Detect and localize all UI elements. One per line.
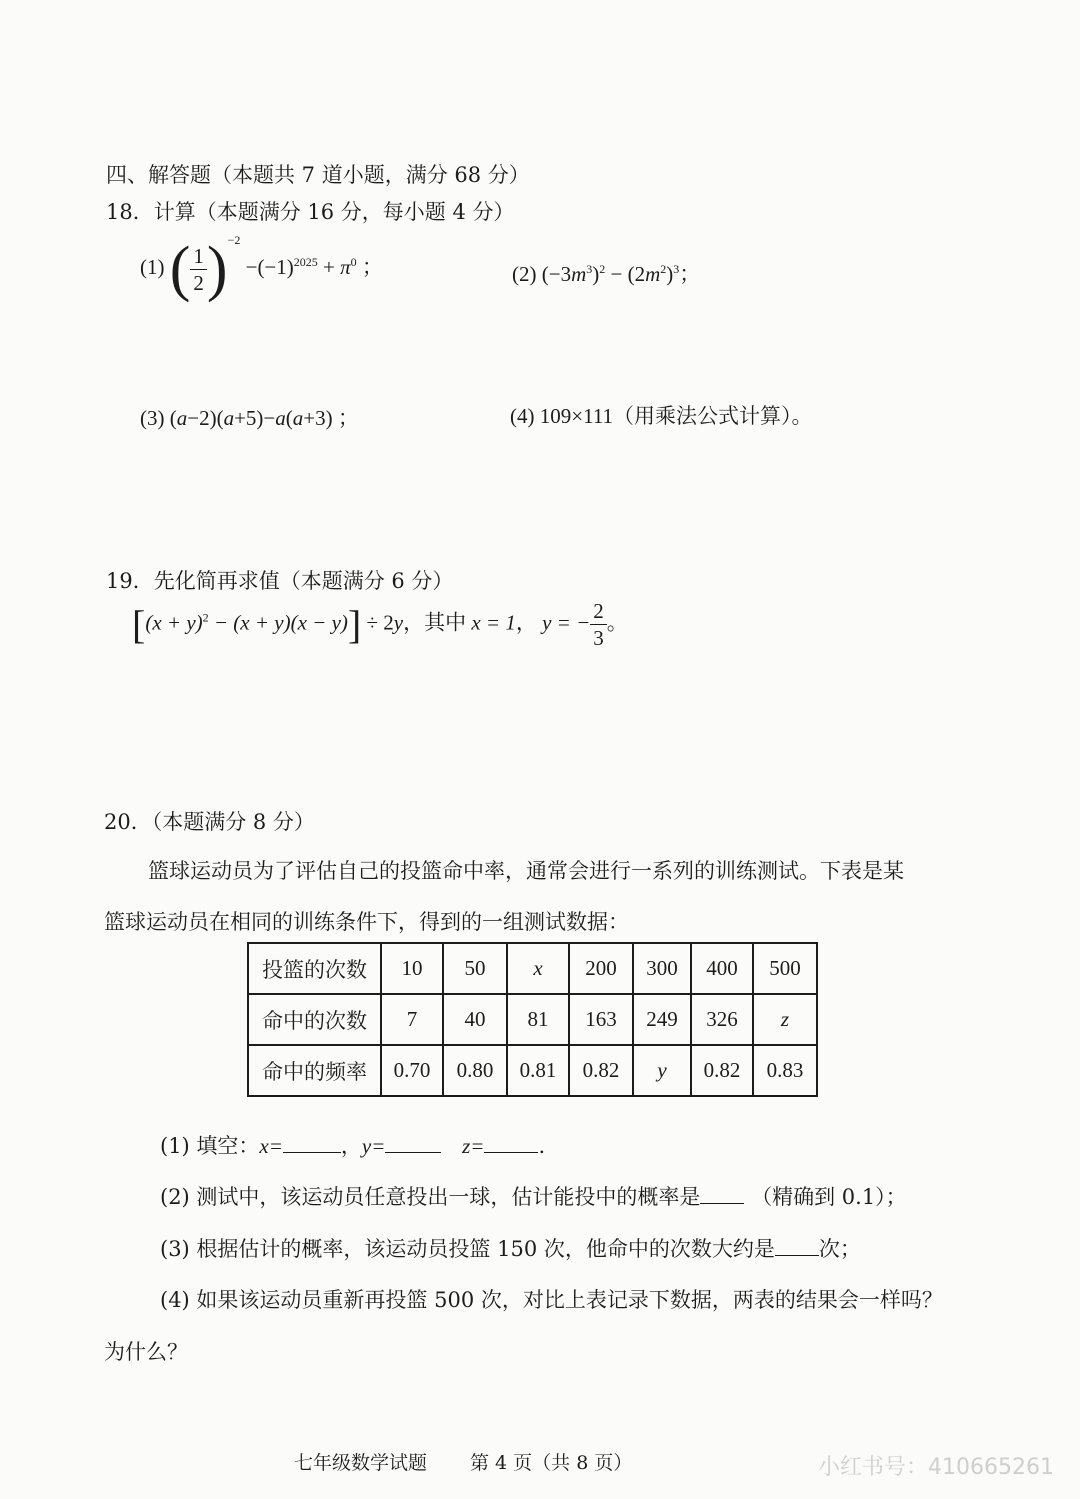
- var-a: a: [292, 406, 304, 430]
- sub2-note: （精确到 0.1）；: [751, 1185, 907, 1209]
- exp-square: 2: [202, 610, 209, 625]
- expr: (: [169, 406, 177, 430]
- expr-product: − (x + y)(x − y): [208, 610, 348, 635]
- z-label: z=: [462, 1134, 485, 1158]
- q20-paragraph-line2: 篮球运动员在相同的训练条件下，得到的一组测试数据：: [104, 910, 629, 934]
- x-label: x=: [259, 1134, 283, 1158]
- q18-p4-expr: 109×111: [539, 404, 614, 428]
- comma: ，: [340, 1134, 362, 1158]
- expr: +3): [303, 406, 333, 430]
- z-answer-blank[interactable]: [484, 1134, 538, 1153]
- q19-title: 19．先化简再求值（本题满分 6 分）: [106, 569, 454, 593]
- x-value: x = 1: [471, 610, 516, 635]
- table-cell: 7: [381, 994, 443, 1045]
- table-cell: 0.83: [753, 1045, 817, 1096]
- q18-title: 18．计算（本题满分 16 分，每小题 4 分）: [106, 200, 515, 224]
- minus-sign: −: [245, 254, 258, 279]
- left-bracket: [: [132, 602, 146, 647]
- q18-p1-fraction: [190, 243, 207, 296]
- q20-paragraph-line1: 篮球运动员为了评估自己的投篮命中率，通常会进行一系列的训练测试。下表是某: [148, 859, 904, 883]
- q19-end: 。: [606, 610, 628, 635]
- q20-sub4-line1: (4) 如果该运动员重新再投篮 500 次，对比上表记录下数据，两表的结果会一样吗？: [160, 1288, 943, 1312]
- q20-sub2: [160, 1181, 907, 1211]
- close-paren: ): [592, 262, 600, 286]
- divide-term: ÷ 2: [366, 610, 394, 635]
- table-cell: 81: [507, 994, 569, 1045]
- row-header: 命中的频率: [248, 1045, 381, 1096]
- table-cell: 163: [569, 994, 633, 1045]
- q20-sub3: [160, 1233, 861, 1263]
- q18-part1: [140, 232, 383, 303]
- fraction-numerator: 2: [590, 598, 607, 625]
- row-header: 命中的次数: [248, 994, 381, 1045]
- table-cell: 0.80: [443, 1045, 507, 1096]
- row-header: 投篮的次数: [248, 943, 381, 994]
- var-a: a: [223, 406, 235, 430]
- right-paren: ): [206, 235, 228, 303]
- left-paren: (: [169, 235, 191, 303]
- expr: +5)−: [234, 406, 276, 430]
- close-paren: ): [666, 262, 674, 286]
- table-cell: 200: [569, 943, 633, 994]
- q20-sub4-line2: 为什么？: [104, 1340, 188, 1364]
- q18-p3-label: (3): [140, 406, 165, 430]
- sub1-label: (1) 填空：: [160, 1134, 260, 1158]
- y-answer-blank[interactable]: [385, 1134, 441, 1153]
- y-value: y = −: [542, 610, 591, 635]
- q18-part3: [140, 402, 359, 432]
- exp: 3: [586, 262, 593, 276]
- var-m: m: [645, 262, 661, 286]
- var-y: y: [393, 610, 404, 635]
- table-cell: 0.81: [507, 1045, 569, 1096]
- q18-p2-end: ；: [679, 262, 701, 286]
- table-cell: y: [633, 1045, 691, 1096]
- table-cell: 249: [633, 994, 691, 1045]
- expr: −2)(: [187, 406, 224, 430]
- var-a: a: [275, 406, 286, 430]
- y-label: y=: [361, 1134, 386, 1158]
- sub3-text: (3) 根据估计的概率，该运动员投篮 150 次，他命中的次数大约是: [160, 1237, 775, 1261]
- q18-p1-label: (1): [140, 254, 165, 279]
- expr-xy: (x + y): [145, 610, 203, 635]
- footer-page-number: 第 4 页（共 8 页）: [470, 1452, 633, 1474]
- exponent-2025: 2025: [293, 254, 318, 269]
- sub1-end: .: [538, 1134, 546, 1158]
- table-cell: 400: [691, 943, 753, 994]
- neg-one: (−1): [257, 254, 294, 279]
- q19-fraction: [590, 598, 607, 651]
- var-m: m: [571, 262, 587, 286]
- section-heading: 四、解答题（本题共 7 道小题，满分 68 分）: [106, 163, 530, 187]
- comma: ，: [515, 610, 537, 635]
- table-cell: 50: [443, 943, 507, 994]
- q18-p3-end: ；: [337, 406, 359, 430]
- table-cell: 10: [381, 943, 443, 994]
- q18-p4-note: （用乘法公式计算）。: [613, 404, 813, 428]
- minus-sign: −: [610, 262, 623, 286]
- sub3-end: 次；: [818, 1237, 861, 1261]
- q18-p1-exponent: −2: [227, 232, 241, 247]
- fraction-denominator: 3: [593, 626, 604, 650]
- table-row: [248, 994, 817, 1045]
- sub2-text: (2) 测试中，该运动员任意投出一球，估计能投中的概率是: [160, 1185, 701, 1209]
- term-a: (−3: [541, 262, 572, 286]
- q20-sub1: [160, 1130, 545, 1160]
- table-cell: 0.82: [691, 1045, 753, 1096]
- q20-title: 20．（本题满分 8 分）: [104, 810, 315, 834]
- count-answer-blank[interactable]: [775, 1237, 819, 1256]
- q19-expression: [132, 598, 628, 651]
- footer-exam-title: 七年级数学试题: [294, 1452, 428, 1474]
- plus-sign: +: [323, 254, 335, 279]
- exponent-zero: 0: [350, 254, 357, 269]
- expr: (: [285, 406, 293, 430]
- table-row: [248, 943, 817, 994]
- fraction-denominator: 2: [193, 270, 204, 295]
- probability-answer-blank[interactable]: [700, 1185, 744, 1204]
- table-cell: 40: [443, 994, 507, 1045]
- table-cell: z: [753, 994, 817, 1045]
- term-b: (2: [627, 262, 646, 286]
- table-cell: 0.82: [569, 1045, 633, 1096]
- var-a: a: [176, 406, 188, 430]
- table-cell: 0.70: [381, 1045, 443, 1096]
- q18-part2: [512, 258, 700, 288]
- x-answer-blank[interactable]: [283, 1134, 341, 1153]
- shooting-data-table: [247, 942, 818, 1097]
- table-cell: 326: [691, 994, 753, 1045]
- pi-symbol: π: [340, 254, 351, 279]
- q18-p4-label: (4): [510, 404, 535, 428]
- watermark: 小红书号：410665261: [818, 1455, 1054, 1480]
- q18-part4: [510, 400, 813, 430]
- exp: 3: [673, 262, 680, 276]
- where-text: ，其中: [403, 610, 467, 635]
- right-bracket: ]: [347, 602, 362, 647]
- q18-p2-label: (2): [512, 262, 537, 286]
- exp: 2: [660, 262, 667, 276]
- exp: 2: [599, 262, 606, 276]
- q18-p1-end: ；: [361, 254, 383, 279]
- table-cell: 300: [633, 943, 691, 994]
- table-cell: x: [507, 943, 569, 994]
- table-cell: 500: [753, 943, 817, 994]
- table-row: [248, 1045, 817, 1096]
- fraction-numerator: 1: [190, 243, 207, 270]
